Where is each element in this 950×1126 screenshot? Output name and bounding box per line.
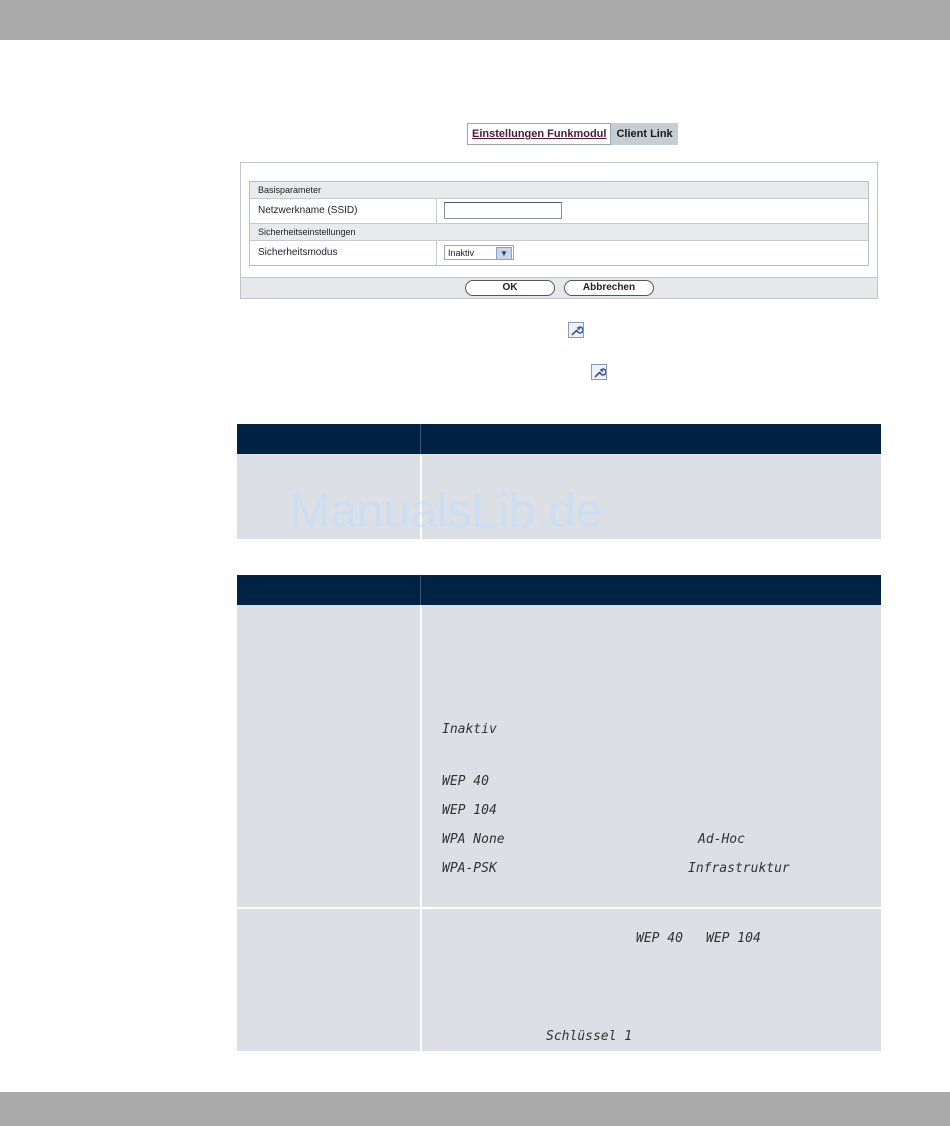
table-header [237, 575, 881, 605]
security-mode-label: Sicherheitsmodus [250, 241, 437, 265]
tab-client-link[interactable]: Client Link [611, 123, 677, 145]
table-row [237, 909, 881, 1051]
mode-wep104: WEP 104 [442, 803, 497, 818]
mode-note-adhoc: Ad-Hoc [698, 832, 745, 847]
security-row [250, 241, 868, 265]
watermark: ManualsLib.de [290, 485, 603, 538]
section-security-header: Sicherheitseinstellungen [250, 224, 868, 241]
wrench-icon [591, 364, 607, 380]
section-basic-header: Basisparameter [250, 182, 868, 199]
tab-einstellungen-funkmodul[interactable]: Einstellungen Funkmodul [467, 123, 611, 145]
bottom-bar [0, 1092, 950, 1126]
cancel-button[interactable]: Abbrechen [564, 280, 654, 296]
key-1: Schlüssel 1 [546, 1029, 633, 1044]
ref-wep40: WEP 40 [636, 931, 683, 946]
mode-wpa-psk: WPA-PSK [442, 861, 497, 876]
chevron-down-icon[interactable]: ▼ [496, 247, 512, 260]
table-header [237, 424, 881, 454]
ref-wep104: WEP 104 [706, 931, 761, 946]
tab-bar [467, 123, 678, 145]
mode-note-infrastruktur: Infrastruktur [688, 861, 790, 876]
ssid-label: Netzwerkname (SSID) [250, 199, 437, 223]
security-mode-select[interactable] [444, 245, 514, 260]
button-bar [241, 277, 877, 298]
ssid-input[interactable] [444, 202, 562, 219]
table-row [237, 605, 881, 907]
settings-panel [240, 162, 878, 299]
table-2 [237, 575, 881, 1051]
security-mode-value: Inaktiv [448, 248, 475, 258]
mode-inaktiv: Inaktiv [442, 722, 497, 737]
top-bar [0, 0, 950, 40]
ssid-row [250, 199, 868, 224]
mode-wep40: WEP 40 [442, 774, 489, 789]
mode-wpa-none: WPA None [442, 832, 505, 847]
ok-button[interactable]: OK [465, 280, 555, 296]
wrench-icon [568, 322, 584, 338]
settings-table [249, 181, 869, 266]
